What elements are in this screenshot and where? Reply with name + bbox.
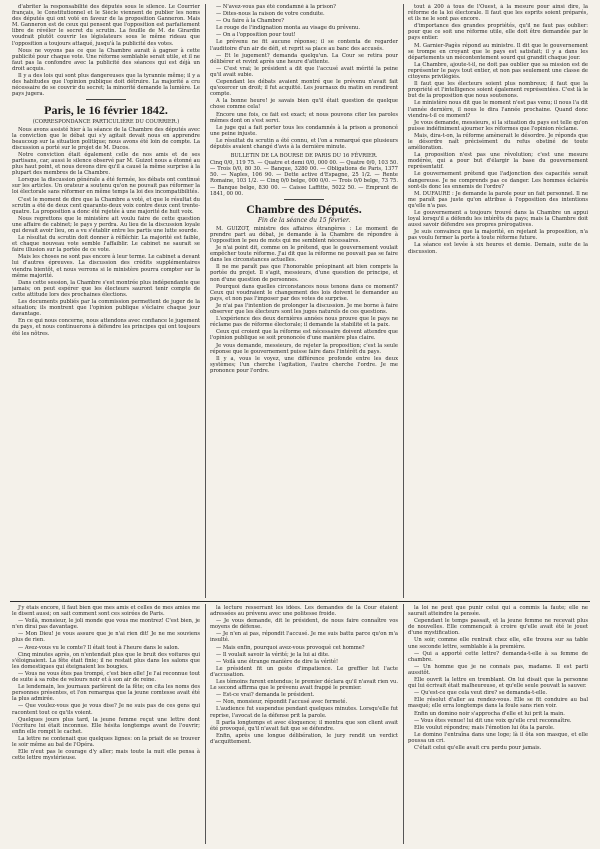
chambre-heading: Chambre des Députés. bbox=[246, 201, 362, 216]
paragraph: Le gouvernement a toujours trouvé dans la Chambre un appui loyal lorsqu'il a défendu les intérêts du pays; mais la Chambre doit aussi savoir défendre ses propres prérogatives. bbox=[408, 210, 588, 229]
paragraph: L'audience fut suspendue pendant quelques minutes. Lorsqu'elle fut reprise, l'avocat de la défense prit la parole. bbox=[210, 706, 398, 719]
paragraph: Lorsque la discussion générale a été fermée, les débats ont continué sur les articles. Un orateur a soutenu qu'on ne pouvait pas réformer la loi électorale sans réformer en même temps la loi des incompatibilités. bbox=[12, 177, 200, 196]
column-rule-4 bbox=[403, 604, 404, 844]
paragraph: Le gouvernement prétend que l'adjonction des capacités serait dangereuse. Je ne comprends pas ce danger. Les hommes éclairés sont-ils donc les ennemis de l'ordre? bbox=[408, 171, 588, 190]
paragraph: Dans cette session, la Chambre s'est montrée plus indépendante que jamais; on peut espérer que les électeurs sauront tenir compte de cette attitude lors des prochaines élections. bbox=[12, 279, 200, 298]
paragraph: Mais les choses ne sont pas encore à leur terme. Le cabinet a devant lui d'autres épreuves. La discussion des crédits supplémentaires viendra bientôt, et nous verrons si le ministère pourra compter sur la même majorité. bbox=[12, 254, 200, 279]
paragraph: Le ministère nous dit que le moment n'est pas venu; il nous l'a dit l'année dernière, il nous le dira l'année prochaine. Quand donc viendra-t-il ce moment? bbox=[408, 100, 588, 119]
paragraph: J'y étais encore, il faut bien que mes amis et celles de mes amies me le disent aussi; on sait comment sont ces soirées de Paris. bbox=[12, 605, 200, 618]
paragraph: tout à 200 à tous de l'Ouest, à la mesure pour ainsi dire, la réforme de la loi électorale. Il faut que les esprits soient préparés, et ils ne le sont pas encore. bbox=[408, 4, 588, 23]
paragraph: Cinq minutes après, on n'entendait plus que le bruit des voitures qui s'éloignaient. La fête était finie; il ne restait plus dans les salons que les domestiques qui éteignaient les bougies. bbox=[12, 651, 200, 670]
paragraph: Les témoins furent entendus; le premier déclara qu'il n'avait rien vu. Le second affirma que le prévenu avait frappé le premier. bbox=[210, 679, 398, 692]
paragraph: Encore une fois, ce fait est exact; et nous pouvons citer les paroles mêmes dont on s'est servi. bbox=[210, 111, 398, 124]
paragraph: Elle n'eut pas le courage d'y aller; mais toute la nuit elle pensa à cette lettre mystérieuse. bbox=[12, 749, 200, 762]
paragraph: — Non, monsieur, répondit l'accusé avec fermeté. bbox=[216, 699, 348, 706]
paragraph: d'importance des grandes propriétés, qu'il ne faut pas oublier: pour que ce soit une réforme utile, elle doit être demandée par le pays entier. bbox=[408, 23, 588, 42]
paragraph: La séance est levée à six heures et demie. Demain, suite de la discussion. bbox=[408, 242, 588, 255]
paragraph: — C'est vrai; le président a dit que l'accusé avait mérité la peine qu'il avait subie. bbox=[210, 65, 398, 78]
paragraph: — Dites-nous la raison de votre conduite. bbox=[216, 11, 325, 18]
paragraph: Cependant le temps passait, et la jeune femme ne recevait plus de nouvelles. Elle commençait à croire qu'elle avait été le jouet d'une mystification. bbox=[408, 618, 588, 637]
paragraph: A la bonne heure! je savais bien qu'il était question de quelque chose comme cela! bbox=[210, 98, 398, 111]
paragraph: — Mon Dieu! je vous assure que je n'ai rien dit! Je ne me souviens plus de rien. bbox=[12, 631, 200, 644]
paragraph: — Mais enfin, pourquoi avez-vous provoqué cet homme? bbox=[216, 644, 365, 651]
paragraph: — Avez-vous vu le comte? Il était tout à l'heure dans le salon. bbox=[18, 644, 180, 651]
feuilleton-center bbox=[210, 605, 398, 844]
paragraph: Elle voulut répondre; mais l'émotion lui ôta la parole. bbox=[414, 724, 555, 731]
paragraph: En ce qui nous concerne, nous attendons avec confiance le jugement du pays, et nous continuerons à défendre les principes qui ont toujours été les nôtres. bbox=[12, 318, 200, 337]
column-right bbox=[408, 4, 588, 598]
paragraph: M. GUIZOT, ministre des affaires étrangères : Le moment de prendre part au débat, je demande à la Chambre de répondre à l'opposition le peu de mots qui me semblent nécessaires. bbox=[210, 225, 398, 244]
paragraph: — Et le jugement? demanda quelqu'un. La Cour se retira pour délibérer et revint après une heure d'attente. bbox=[210, 52, 398, 65]
paragraph: Enfin un domino noir s'approcha d'elle et lui prit la main. bbox=[414, 710, 565, 717]
paragraph: Le résultat du scrutin doit donner à réfléchir. La majorité est faible, et chaque nouveau vote semble l'affaiblir. Le cabinet ne saurait se faire illusion sur la portée de ce vote. bbox=[12, 235, 200, 254]
section-divider bbox=[86, 99, 126, 100]
paragraph: Le rouge de l'indignation monta au visage du prévenu. bbox=[216, 25, 361, 32]
paragraph: Il ne me paraît pas que l'honorable préopinant ait bien compris la portée du projet. Il s'agit, messieurs, d'une question de principe, et non d'une question de personnes. bbox=[210, 264, 398, 283]
paragraph: — Je vous demande, dit le président, de nous faire connaître vos moyens de défense. bbox=[210, 618, 398, 631]
paragraph: Enfin, après une longue délibération, le jury rendit un verdict d'acquittement. bbox=[210, 732, 398, 745]
paragraph: Il y a, vous le voyez, une différence profonde entre les deux systèmes; l'un cherche l'agitation, l'autre cherche l'ordre. Je me prononce pour l'ordre. bbox=[210, 355, 398, 374]
paragraph: Le lendemain, les journaux parlèrent de la fête; on cita les noms des personnes présentes, et l'on remarqua que la jeune comtesse avait été la plus admirée. bbox=[12, 684, 200, 703]
paragraph: — Je n'en ai pas, répondit l'accusé. Je me suis battu parce qu'on m'a insulté. bbox=[210, 631, 398, 644]
chambre-subheading: Fin de la séance du 15 février. bbox=[257, 216, 351, 224]
paragraph: Le résultat du scrutin a été connu, et l'on a remarqué que plusieurs députés avaient changé d'avis à la dernière minute. bbox=[210, 137, 398, 150]
paragraph: La proposition n'est pas une révolution; c'est une mesure modérée, qui a pour but d'élargir la base du gouvernement représentatif. bbox=[408, 152, 588, 171]
paragraph: Cependant les débats avaient montré que le prévenu n'avait fait qu'exercer un droit; il fut acquitté. Les journaux du matin en rendirent compte. bbox=[210, 79, 398, 98]
feuilleton-rule bbox=[10, 601, 590, 602]
paragraph: Je vous demande, messieurs, de rejeter la proposition; c'est la seule réponse que le gouvernement puisse faire dans l'intérêt du pays. bbox=[210, 342, 398, 355]
paragraph: Les documents publiés par la commission permettent de juger de la situation; ils montrent que l'opinion publique s'éclaire chaque jour davantage. bbox=[12, 299, 200, 318]
paragraph: — Est-ce vrai? demanda le président. bbox=[216, 692, 315, 699]
paragraph: Je n'ai point dit, comme on le prétend, que le gouvernement voulait empêcher toute réforme. J'ai dit que la réforme ne pouvait pas se faire dans les circonstances actuelles. bbox=[210, 245, 398, 264]
paragraph: La lettre ne contenait que quelques lignes: on la priait de se trouver le soir même au bal de l'Opéra. bbox=[12, 735, 200, 748]
paragraph: — Que voulez-vous que je vous dise? Je ne suis pas de ces gens qui racontent tout ce qu'ils voient. bbox=[12, 703, 200, 716]
paragraph: — Un homme que je ne connais pas, madame. Il est parti aussitôt. bbox=[408, 663, 588, 676]
paragraph: Elle ouvrit la lettre en tremblant. On lui disait que la personne qui lui écrivait était malheureuse, et qu'elle seule pouvait la sauver. bbox=[408, 677, 588, 690]
paragraph: d'abriter la responsabilité des députés sous le silence. Le Courrier français, le Constitutionnel et le Siècle viennent de publier les noms des députés qui ont voté en faveur de la proposition Ganneron. Mais M. Ganneron est de ceux qui pensent que l'opposition est parfaitement libre de révéler le secret du scrutin. La feuille de M. de Girardin voudrait plutôt couvrir les législateurs sous le même rideau que l'opposition a toujours attaqué, jusqu'à la publicité des votes. bbox=[12, 4, 200, 47]
paragraph: Pourquoi dans quelles circonstances nous tenons dans ce moment? Ceux qui voudraient le changement des lois doivent le demander au pays, et non pas l'imposer par des votes de surprise. bbox=[210, 283, 398, 302]
feuilleton-right bbox=[408, 605, 588, 844]
feuilleton-left bbox=[12, 605, 200, 844]
paragraph: Notre conviction était également celle de nos amis et de ses partisans, car, aussi le silence observé par M. Guizot nous a étonné au plus haut point, et nous devons dire qu'il a causé la même surprise à la plupart des membres de la Chambre. bbox=[12, 151, 200, 177]
column-left-top-text bbox=[12, 4, 200, 97]
paragraph: Le président fit un geste d'impatience. Le greffier lut l'acte d'accusation. bbox=[210, 665, 398, 678]
paragraph: Je suis convaincu que la majorité, en rejetant la proposition, n'a pas voulu fermer la porte à toute réforme future. bbox=[408, 229, 588, 242]
paragraph: — Ou faire à la Chambre? bbox=[216, 18, 285, 25]
paragraph: C'était celui qu'elle avait cru perdu pour jamais. bbox=[414, 744, 542, 751]
paragraph: Mais, dira-t-on, la réforme amènerait le désordre. Je réponds que le désordre naît précisément du refus obstiné de toute amélioration. bbox=[408, 132, 588, 152]
paragraph: Il parla longtemps et avec éloquence; il montra que son client avait été provoqué, qu'il n'avait fait que se défendre. bbox=[210, 719, 398, 732]
bourse-quotes: Cinq 0/0, 119 75. — Quatre et demi 0/0, 000 00. — Quatre 0/0, 103 50. — Trois 0/0, 80 30. — Banque, 3280 00. — Obligations de Paris, 1377 50. — Naples, 106 90. — Dette active d'Espagne, 25 1/2. — Rente Romaine, 103 1/2. — Cinq 0/0 belge, 000 0/0. — Trois 0/0 belge, 73 75. — Banque belge, 830 00. — Caisse Laffitte, 5022 50. — Emprunt de 1841, 00 00. bbox=[210, 160, 398, 197]
paragraph: — Voilà, monsieur, le joli monde que vous me montrez! C'est bien, je n'en dirai pas davantage. bbox=[12, 618, 200, 631]
paris-heading: Paris, le 16 février 1842. bbox=[44, 103, 168, 118]
paragraph: Il y a des lois qui sont plus dangereuses que la tyrannie même; il y a des habitudes que l'opinion publique doit détruire. La majorité a cru nécessaire de se couvrir du secret; la minorité demande la lumière. Le pays jugera. bbox=[12, 73, 200, 98]
column-center-top-text bbox=[210, 4, 398, 150]
paragraph: Nous regrettons que le ministère ait voulu faire de cette question une affaire de cabinet; le pays y perdra. Au lieu de la discussion loyale qui devait avoir lieu, on a vu s'établir entre les partis une lutte sourde. bbox=[12, 215, 200, 234]
paragraph: — Vous ne vous êtes pas trompé, c'est bien elle! Je l'ai reconnue tout de suite à sa robe de velours noir et à son air de reine. bbox=[12, 670, 200, 684]
section-divider bbox=[284, 199, 324, 200]
paragraph: la lecture resserrant les idées. Les demandes de la Cour étaient adressées au prévenu avec une politesse froide. bbox=[210, 605, 398, 618]
paragraph: — Il voulait savoir la vérité; je la lui ai dite. bbox=[216, 651, 330, 658]
column-rule-3 bbox=[205, 604, 206, 844]
paragraph: Quelques jours plus tard, la jeune femme reçut une lettre dont l'écriture lui était inconnue. Elle hésita longtemps avant de l'ouvrir; enfin elle rompit le cachet. bbox=[12, 716, 200, 735]
paragraph: la loi ne peut que punir celui qui a commis la faute; elle ne saurait atteindre la pensée. bbox=[408, 605, 588, 618]
paragraph: Un soir, comme elle rentrait chez elle, elle trouva sur sa table une seconde lettre, semblable à la première. bbox=[408, 637, 588, 650]
paragraph: C'est le moment de dire que la Chambre a voté, et que le résultat du scrutin a été de deux cent quarante-deux voix contre deux cent trente-quatre. La proposition a donc été rejetée à une majorité de huit voix. bbox=[12, 196, 200, 215]
column-left bbox=[12, 4, 200, 598]
paragraph: Nous avons assisté hier à la séance de la Chambre des députés avec la conviction que le débat qui s'y agitait devait nous en apprendre beaucoup sur la situation politique; nous avons été loin de compte. La discussion a porté sur le projet de M. Ducos. bbox=[12, 126, 200, 151]
paragraph: Le prévenu ne fit aucune réponse; il se contenta de regarder l'auditoire d'un air de défi, et reprit sa place au banc des accusés. bbox=[210, 39, 398, 52]
paragraph: M. Garnier-Pagès répond au ministre. Il dit que le gouvernement se trompe en croyant que le pays est satisfait; il y a dans les départements un mécontentement sourd qui grandit chaque jour. bbox=[408, 42, 588, 61]
paragraph: Le domino l'entraîna dans une loge; là il ôta son masque, et elle poussa un cri. bbox=[408, 731, 588, 744]
column-rule-2 bbox=[403, 4, 404, 598]
paragraph: Je vous demande, messieurs, si la situation du pays est telle qu'on puisse indéfiniment ajourner les réformes que l'opinion réclame. bbox=[408, 119, 588, 132]
column-rule-1 bbox=[205, 4, 206, 598]
paragraph: Elle résolut d'aller au rendez-vous. Elle se fit conduire au bal masqué; elle erra longtemps dans la foule sans rien voir. bbox=[408, 697, 588, 710]
paris-article bbox=[12, 127, 200, 337]
paragraph: La Chambre, ajoute-t-il, ne doit pas oublier que sa mission est de représenter le pays tout entier, et non pas seulement une classe de citoyens privilégiés. bbox=[408, 61, 588, 81]
paris-subheading: (CORRESPONDANCE PARTICULIÈRE DU COURRIER.) bbox=[32, 119, 180, 126]
paragraph: L'expérience des deux dernières années nous prouve que le pays ne réclame pas de réforme électorale; il demande la stabilité et la paix. bbox=[210, 316, 398, 329]
paragraph: Il faut que les électeurs soient plus nombreux; il faut que la propriété et l'intelligence soient également représentées. C'est là le but de la proposition que nous soutenons. bbox=[408, 81, 588, 100]
paragraph: Ceux qui croient que la réforme est nécessaire doivent attendre que l'opinion publique se soit prononcée d'une manière plus claire. bbox=[210, 329, 398, 342]
paragraph: — On a l'opposition pour tout! bbox=[216, 32, 296, 39]
paragraph: Je n'ai pas l'intention de prolonger la discussion. Je me borne à faire observer que les électeurs sont les juges naturels de ces questions. bbox=[210, 302, 398, 316]
paragraph: Le juge qui a fait porter tous les condamnés à la prison a prononcé une peine injuste. bbox=[210, 124, 398, 137]
paragraph: M. DUFAURE : Je demande la parole pour un fait personnel. Il ne me paraît pas juste qu'on attribue à l'opposition des intentions qu'elle n'a pas. bbox=[408, 190, 588, 209]
paragraph: — N'avez-vous pas été condamné à la prison? bbox=[216, 4, 336, 10]
chambre-article bbox=[210, 226, 398, 374]
paragraph: — Voilà une étrange manière de dire la vérité! bbox=[216, 658, 339, 665]
column-center bbox=[210, 4, 398, 598]
paragraph: — Qui a apporté cette lettre? demanda-t-elle à sa femme de chambre. bbox=[408, 650, 588, 663]
paragraph: — Vous êtes venue! lui dit une voix qu'elle crut reconnaître. bbox=[414, 717, 572, 724]
paragraph: Nous ne voyons pas ce que la Chambre aurait à gagner à cette publicité pour chaque vote. Une réforme semblable serait utile, et il ne faut pas la confondre avec la publicité des séances qui est déjà un droit acquis. bbox=[12, 47, 200, 72]
bourse-title: BULLETIN DE LA BOURSE DE PARIS DU 16 FÉVRIER. bbox=[230, 153, 378, 160]
paragraph: — Qu'est-ce que cela veut dire? se demanda-t-elle. bbox=[414, 690, 548, 697]
